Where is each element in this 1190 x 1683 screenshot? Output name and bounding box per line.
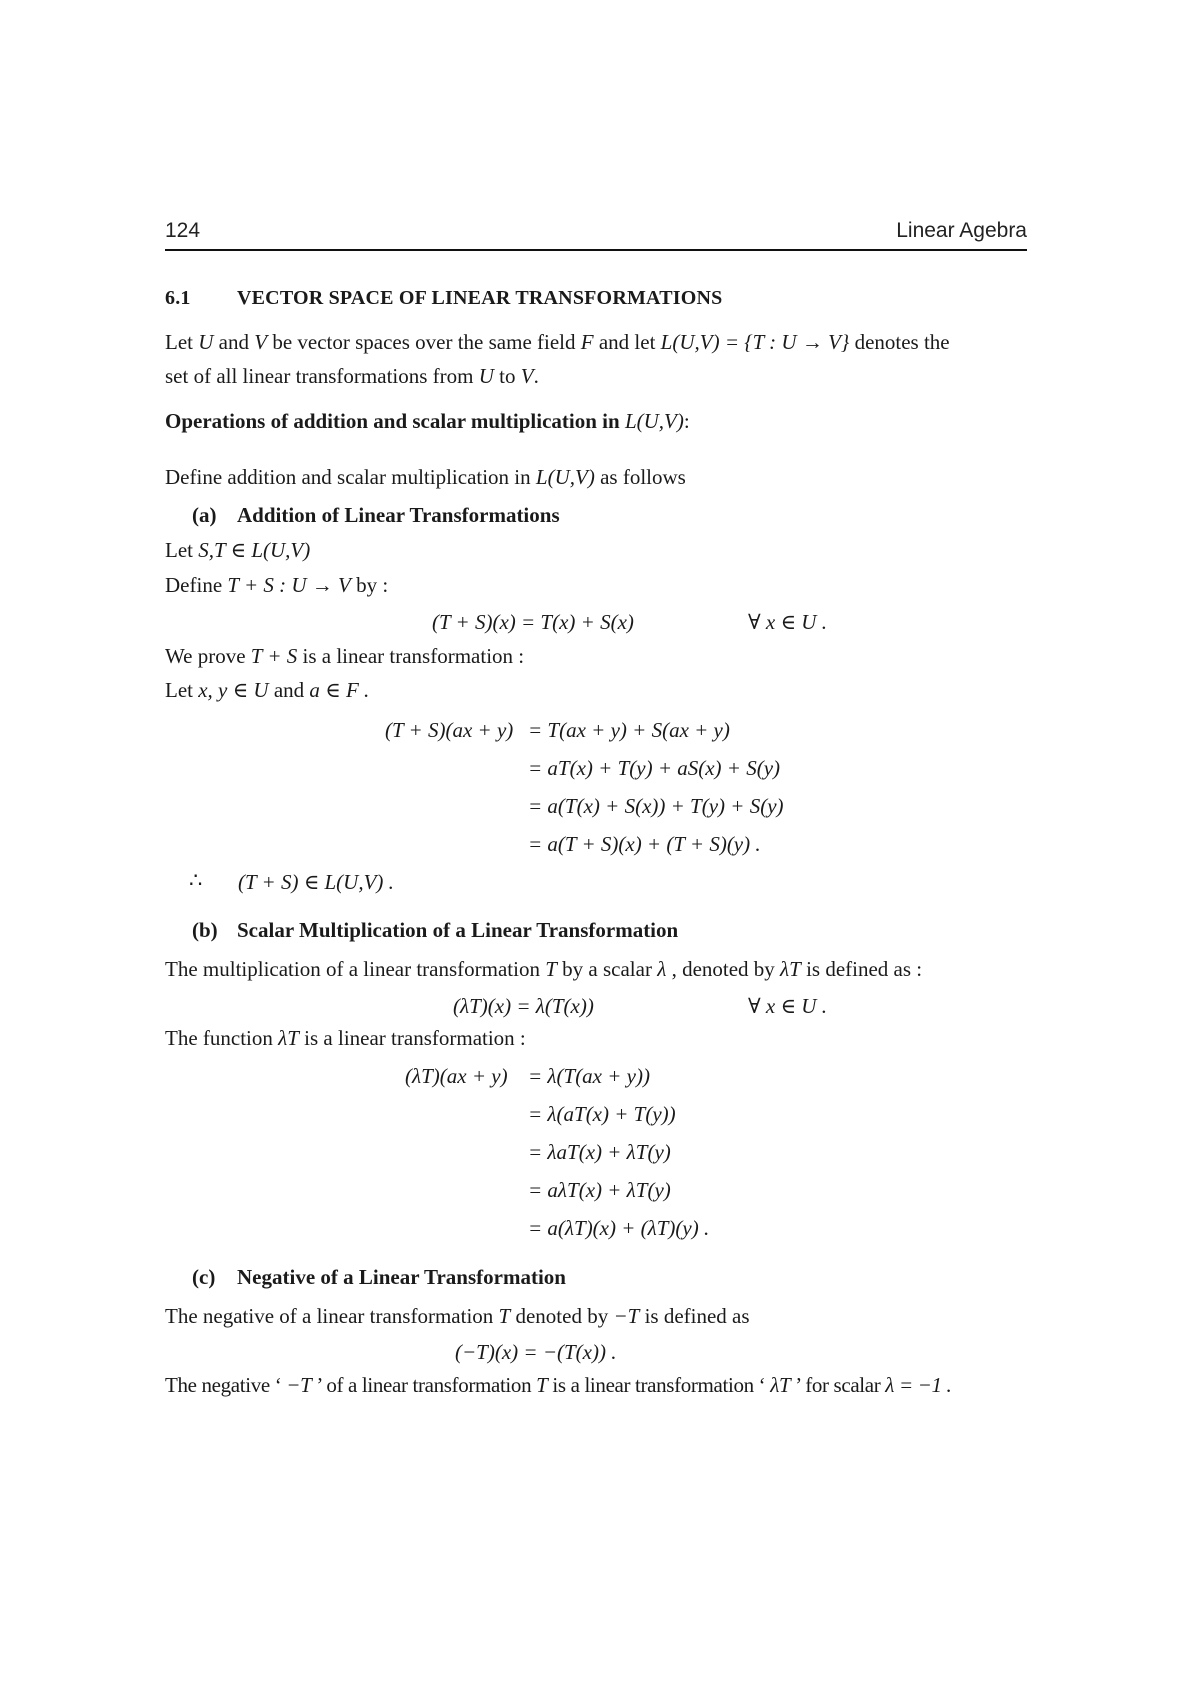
part-b-proof-line: = λ(aT(x) + T(y)) <box>528 1102 676 1126</box>
math-V: V <box>254 330 268 354</box>
part-b-proof-line: = λ(T(ax + y)) <box>528 1064 650 1088</box>
part-b-proof-line: = aλT(x) + λT(y) <box>528 1178 671 1202</box>
text: and <box>273 678 305 702</box>
text: , denoted by <box>666 957 781 981</box>
text: is a linear transformation : <box>304 1026 526 1050</box>
part-a-proof-line: = a(T + S)(x) + (T + S)(y) . <box>528 832 761 856</box>
text: as follows <box>600 465 686 489</box>
define-line <box>165 467 686 488</box>
part-a-proof-line: = a(T(x) + S(x)) + T(y) + S(y) <box>528 794 784 818</box>
part-a-proof-lhs: (T + S)(ax + y) <box>385 718 514 742</box>
math-V: V <box>520 364 534 388</box>
running-title: Linear Agebra <box>896 219 1027 242</box>
text: and let <box>593 330 661 354</box>
math: x, y ∈ U <box>198 678 269 702</box>
text: be vector spaces over the same field <box>267 330 581 354</box>
section-number: 6.1 <box>165 287 191 309</box>
text: is defined as <box>639 1304 750 1328</box>
math-T: T <box>536 1373 548 1397</box>
math: λT <box>278 1026 299 1050</box>
math-T: T <box>498 1304 511 1328</box>
text: : <box>683 409 690 433</box>
math: S,T ∈ L(U,V) <box>198 538 311 562</box>
part-b-forall: ∀ x ∈ U . <box>748 994 827 1018</box>
part-c-intro <box>165 1306 750 1327</box>
text: Define <box>165 573 223 597</box>
math-LUV: L(U,V) <box>624 409 684 433</box>
text: Let <box>165 538 193 562</box>
text: The function <box>165 1026 273 1050</box>
math-U: U <box>198 330 214 354</box>
part-c-label: (c) <box>192 1265 216 1289</box>
math-F: F <box>580 330 594 354</box>
text: to <box>493 364 521 388</box>
part-b-proof-line: = a(λT)(x) + (λT)(y) . <box>528 1216 710 1240</box>
part-b-intro <box>165 959 922 980</box>
math-neg-T: −T <box>286 1373 312 1397</box>
text: is a linear transformation ‘ <box>547 1373 771 1397</box>
text: and <box>213 330 255 354</box>
math-T: T <box>545 957 557 981</box>
section-title: VECTOR SPACE OF LINEAR TRANSFORMATIONS <box>237 287 723 309</box>
math: T + S : U → V <box>227 573 351 597</box>
math: a ∈ F . <box>309 678 370 702</box>
part-a-let <box>165 540 310 561</box>
text: Let <box>165 678 193 702</box>
part-b-proof-line: = λaT(x) + λT(y) <box>528 1140 671 1164</box>
part-a-proof-line: = T(ax + y) + S(ax + y) <box>528 718 730 742</box>
part-b-label: (b) <box>192 918 218 942</box>
part-a-label: (a) <box>192 503 217 527</box>
math-lambda-equals-minus-one: λ = −1 . <box>885 1373 952 1397</box>
part-c-final <box>165 1375 951 1396</box>
math: T + S <box>250 644 298 668</box>
part-a-forall: ∀ x ∈ U . <box>748 610 827 634</box>
text: The multiplication of a linear transformation <box>165 957 546 981</box>
text: The negative ‘ <box>165 1373 287 1397</box>
heading-text: Operations of addition and scalar multiplication in <box>165 409 620 433</box>
math-neg-T: −T <box>613 1304 640 1328</box>
text: Define addition and scalar multiplication in <box>165 465 531 489</box>
text: Let <box>165 330 199 354</box>
math-LUV: L(U,V) <box>535 465 595 489</box>
text: denoted by <box>510 1304 614 1328</box>
text: is defined as : <box>800 957 923 981</box>
part-a-proof-line: = aT(x) + T(y) + aS(x) + S(y) <box>528 756 781 780</box>
math-set-definition: L(U,V) = {T : U → V} <box>660 330 850 354</box>
operations-heading <box>165 411 690 432</box>
text: ’ of a linear transformation <box>311 1373 537 1397</box>
part-a-conclusion: (T + S) ∈ L(U,V) . <box>238 870 394 894</box>
text: set of all linear transformations from <box>165 364 479 388</box>
page-number: 124 <box>165 219 201 242</box>
part-a-prove <box>165 646 524 667</box>
part-b-proof-lhs: (λT)(ax + y) <box>405 1064 508 1088</box>
part-a-let2 <box>165 680 369 701</box>
text: ’ for scalar <box>790 1373 886 1397</box>
part-b-function <box>165 1028 526 1049</box>
math-lambda: λ <box>657 957 667 981</box>
math-U: U <box>478 364 494 388</box>
part-a-title: Addition of Linear Transformations <box>237 503 560 527</box>
part-a-define <box>165 575 388 596</box>
text: is a linear transformation : <box>302 644 525 668</box>
part-c-definition-equation: (−T)(x) = −(T(x)) . <box>455 1340 617 1364</box>
math-lambda-T: λT <box>770 1373 791 1397</box>
intro-line-1 <box>165 332 950 353</box>
part-c-title: Negative of a Linear Transformation <box>237 1265 566 1289</box>
therefore-symbol: ∴ <box>189 868 203 892</box>
math-lambda-T: λT <box>780 957 801 981</box>
text: denotes the <box>849 330 950 354</box>
text: by a scalar <box>556 957 658 981</box>
header-rule <box>165 249 1027 251</box>
text: The negative of a linear transformation <box>165 1304 499 1328</box>
part-b-definition-equation: (λT)(x) = λ(T(x)) <box>453 994 594 1018</box>
text: by : <box>356 573 389 597</box>
part-b-title: Scalar Multiplication of a Linear Transformation <box>237 918 679 942</box>
text: We prove <box>165 644 246 668</box>
part-a-definition-equation: (T + S)(x) = T(x) + S(x) <box>432 610 634 634</box>
text: . <box>533 364 539 388</box>
intro-line-2 <box>165 366 539 387</box>
